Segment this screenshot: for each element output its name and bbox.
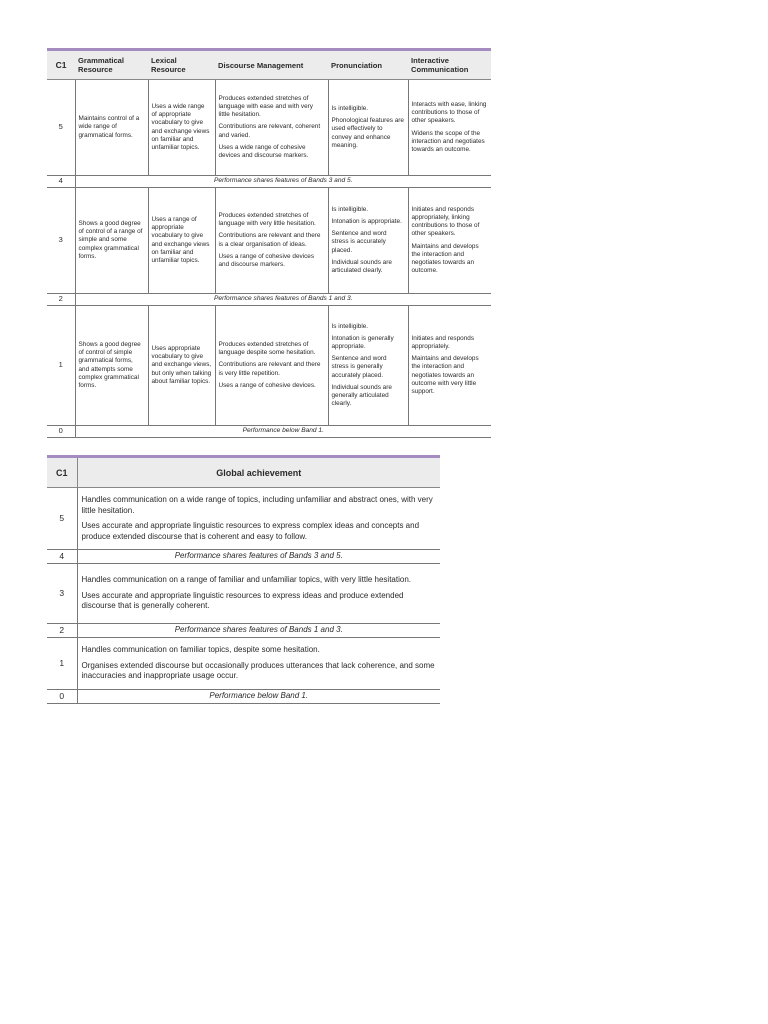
table-row-band-0 — [47, 690, 440, 704]
band-number: 3 — [47, 188, 75, 294]
shared-features-note: Performance shares features of Bands 3 and 5. — [75, 176, 491, 188]
pronunciation-cell: Is intelligible. Intonation is generally appropriate. Sentence and word stress is generally accurately placed. Individual sounds are generally articulated clearly. — [328, 306, 408, 426]
table-row-band-4 — [47, 550, 440, 564]
global-achievement-table — [47, 455, 440, 704]
band-number: 1 — [47, 306, 75, 426]
band-number: 5 — [47, 488, 77, 550]
descriptor-cell: Handles communication on a wide range of topics, including unfamiliar and abstract ones, with very little hesitation. Uses accurate and appropriate linguistic resources to express complex ideas and concepts and produce extended discourse that is coherent and easy to follow. — [77, 488, 440, 550]
interactive-cell: Initiates and responds appropriately. Maintains and develops the interaction and negotiates towards an outcome with very little support. — [408, 306, 491, 426]
lexical-cell: Uses a wide range of appropriate vocabulary to give and exchange views on familiar and unfamiliar topics. — [148, 80, 215, 176]
interactive-cell: Interacts with ease, linking contributions to those of other speakers. Widens the scope of the interaction and negotiates towards an outcome. — [408, 80, 491, 176]
table-row-band-3 — [47, 188, 491, 294]
table-row-band-5 — [47, 80, 491, 176]
pronunciation-cell: Is intelligible. Intonation is appropriate. Sentence and word stress is accurately placed. Individual sounds are articulated clearly. — [328, 188, 408, 294]
descriptor-cell: Handles communication on familiar topics, despite some hesitation. Organises extended discourse but occasionally produces utterances that lack coherence, and some inaccuracies and inappropriate usage occur. — [77, 638, 440, 690]
table-row-band-1 — [47, 306, 491, 426]
level-header: C1 — [47, 457, 77, 488]
grammar-cell: Shows a good degree of control of a range of simple and some complex grammatical forms. — [75, 188, 148, 294]
table-row-band-1 — [47, 638, 440, 690]
shared-features-note: Performance shares features of Bands 1 and 3. — [75, 294, 491, 306]
descriptor-cell: Handles communication on a range of familiar and unfamiliar topics, with very little hesitation. Uses accurate and appropriate linguistic resources to express ideas and produce extended discourse that is generally coherent. — [77, 564, 440, 624]
band-number: 2 — [47, 294, 75, 306]
lexical-cell: Uses appropriate vocabulary to give and exchange views, but only when talking about familiar topics. — [148, 306, 215, 426]
discourse-cell: Produces extended stretches of language with very little hesitation. Contributions are relevant and there is a clear organisation of ideas. Uses a range of cohesive devices and discourse markers. — [215, 188, 328, 294]
band-number: 3 — [47, 564, 77, 624]
level-header: C1 — [47, 50, 75, 80]
pronunciation-header: Pronunciation — [328, 50, 408, 80]
table-row-band-2 — [47, 624, 440, 638]
band-number: 4 — [47, 550, 77, 564]
interactive-communication-header: Interactive Communication — [408, 50, 491, 80]
grammar-cell: Maintains control of a wide range of grammatical forms. — [75, 80, 148, 176]
grammar-cell: Shows a good degree of control of simple grammatical forms, and attempts some complex grammatical forms. — [75, 306, 148, 426]
analytic-scale-table — [47, 48, 491, 438]
band-number: 2 — [47, 624, 77, 638]
table-row-band-3 — [47, 564, 440, 624]
band-number: 0 — [47, 426, 75, 438]
discourse-management-header: Discourse Management — [215, 50, 328, 80]
band-number: 0 — [47, 690, 77, 704]
lexical-cell: Uses a range of appropriate vocabulary to give and exchange views on familiar and unfamiliar topics. — [148, 188, 215, 294]
table-row-band-5 — [47, 488, 440, 550]
discourse-cell: Produces extended stretches of language with ease and with very little hesitation. Contributions are relevant, coherent and varied. Uses a wide range of cohesive devices and discourse markers. — [215, 80, 328, 176]
pronunciation-cell: Is intelligible. Phonological features are used effectively to convey and enhance meaning. — [328, 80, 408, 176]
table-row-band-2 — [47, 294, 491, 306]
below-band-note: Performance below Band 1. — [75, 426, 491, 438]
grammatical-resource-header: Grammatical Resource — [75, 50, 148, 80]
table-header-row — [47, 457, 440, 488]
band-number: 1 — [47, 638, 77, 690]
below-band-note: Performance below Band 1. — [77, 690, 440, 704]
band-number: 4 — [47, 176, 75, 188]
table-row-band-0 — [47, 426, 491, 438]
shared-features-note: Performance shares features of Bands 1 and 3. — [77, 624, 440, 638]
lexical-resource-header: Lexical Resource — [148, 50, 215, 80]
global-achievement-header: Global achievement — [77, 457, 440, 488]
table-header-row — [47, 50, 491, 80]
shared-features-note: Performance shares features of Bands 3 and 5. — [77, 550, 440, 564]
table-row-band-4 — [47, 176, 491, 188]
discourse-cell: Produces extended stretches of language despite some hesitation. Contributions are relevant and there is very little repetition. Uses a range of cohesive devices. — [215, 306, 328, 426]
band-number: 5 — [47, 80, 75, 176]
interactive-cell: Initiates and responds appropriately, linking contributions to those of other speakers. Maintains and develops the interaction and negotiates towards an outcome. — [408, 188, 491, 294]
